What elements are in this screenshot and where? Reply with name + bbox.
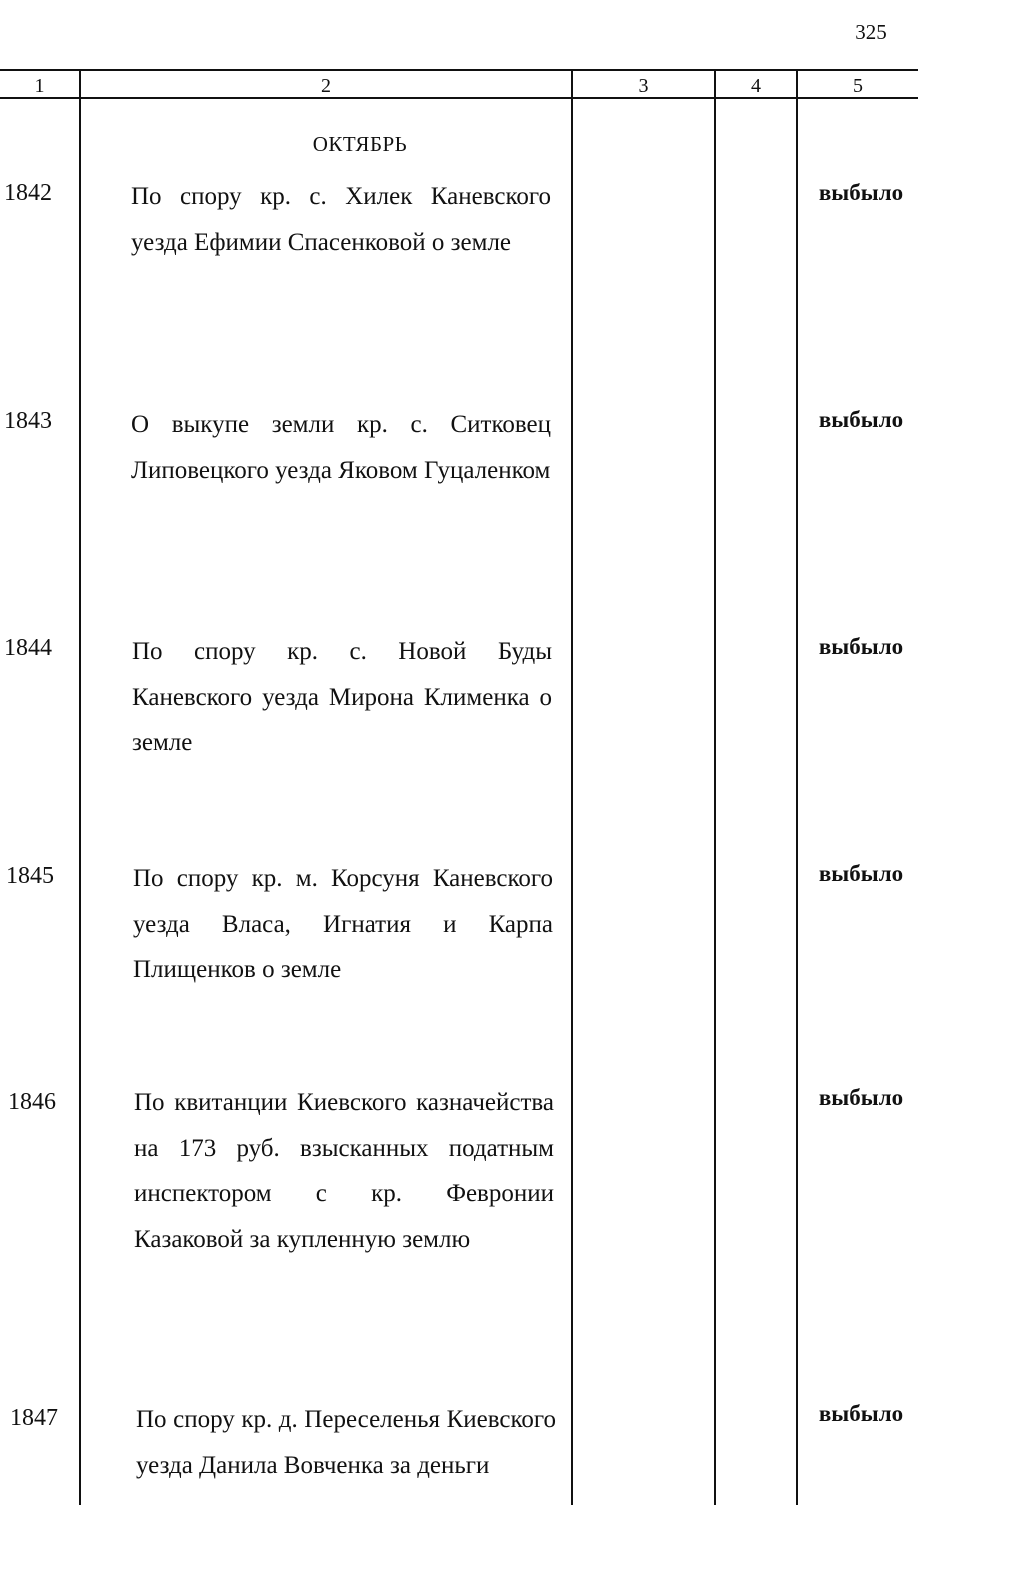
column-header-1: 1: [34, 75, 45, 97]
entry-number: 1845: [6, 863, 54, 889]
entry-number: 1844: [4, 635, 52, 661]
entry-description: По квитанции Киевского казначейства на 173 руб. взысканных податным инспектором с кр. Февронии Казаковой за купленную землю: [134, 1089, 554, 1253]
entry-number: 1846: [8, 1089, 56, 1115]
column-divider-2: [571, 69, 573, 1505]
entry-number: 1847: [10, 1405, 58, 1431]
entry-number: 1843: [4, 408, 52, 434]
entry-status: выбыло: [818, 1085, 904, 1110]
column-header-2: 2: [321, 75, 331, 97]
entry-description: По спору кр. м. Корсуня Каневского уезда Власа, Игнатия и Карпа Плищенков о земле: [133, 865, 553, 983]
column-header-4: 4: [751, 75, 761, 97]
entry-status: выбыло: [818, 634, 904, 659]
column-divider-4: [796, 69, 798, 1505]
column-divider-1: [79, 69, 81, 1505]
column-header-3: 3: [638, 75, 649, 97]
column-header-5: 5: [853, 75, 863, 97]
entry-number: 1842: [4, 180, 52, 206]
entry-status: выбыло: [818, 180, 904, 205]
entry-description: О выкупе земли кр. с. Ситковец Липовецкого уезда Яковом Гуцаленком: [131, 411, 551, 484]
entry-description: По спору кр. с. Новой Буды Каневского уезда Мирона Клименка о земле: [132, 638, 552, 756]
entry-description: По спору кр. д. Переселенья Киевского уезда Данила Вовченка за деньги: [136, 1406, 556, 1479]
entry-status: выбыло: [818, 1401, 904, 1426]
entry-description: По спору кр. с. Хилек Каневского уезда Ефимии Спасенковой о земле: [131, 183, 551, 256]
entry-status: выбыло: [818, 407, 904, 432]
page-number: 325: [855, 20, 887, 44]
table-top-rule: [0, 69, 918, 71]
month-heading: ОКТЯБРЬ: [312, 132, 408, 156]
column-divider-3: [714, 69, 716, 1505]
entry-status: выбыло: [818, 861, 904, 886]
